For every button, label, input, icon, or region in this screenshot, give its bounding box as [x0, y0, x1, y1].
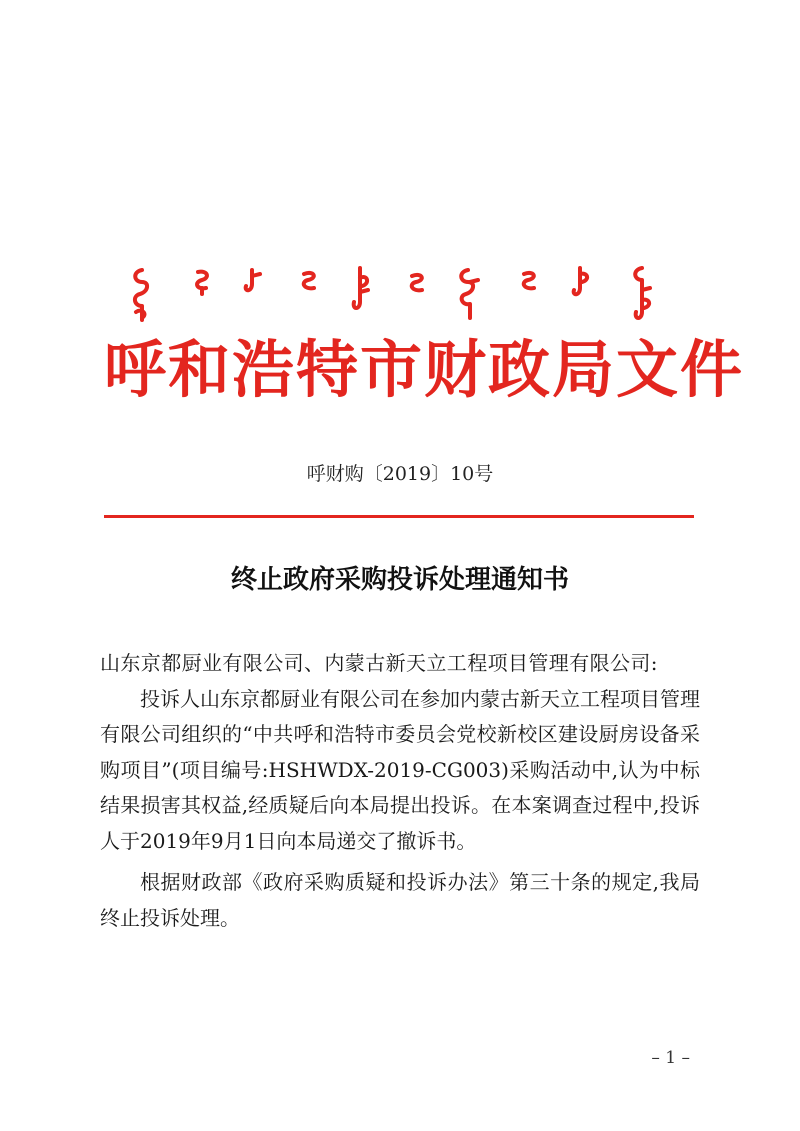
salutation: 山东京都厨业有限公司、内蒙古新天立工程项目管理有限公司: [100, 651, 658, 675]
issuer-heading: 呼和浩特市财政局文件 [104, 333, 745, 406]
body-paragraph-2: 根据财政部《政府采购质疑和投诉办法》第三十条的规定,我局终止投诉处理。 [100, 870, 700, 930]
document-body [100, 646, 700, 936]
document-number: 呼财购〔2019〕10号 [306, 463, 494, 485]
page-number: – 1 – [651, 1048, 690, 1068]
mongolian-script-header [128, 262, 680, 324]
red-divider [104, 515, 694, 518]
document-title: 终止政府采购投诉处理通知书 [230, 565, 569, 595]
body-paragraph-1: 投诉人山东京都厨业有限公司在参加内蒙古新天立工程项目管理有限公司组织的“中共呼和浩特市委员会党校新校区建设厨房设备采购项目”(项目编号:HSHWDX-2019-CG003)采购活动中,认为中标结果损害其权益,经质疑后向本局提出投诉。在本案调查过程中,投诉人于2019年9月1日向本局递交了撤诉书。 [100, 686, 700, 853]
mongolian-script-image [128, 262, 680, 324]
